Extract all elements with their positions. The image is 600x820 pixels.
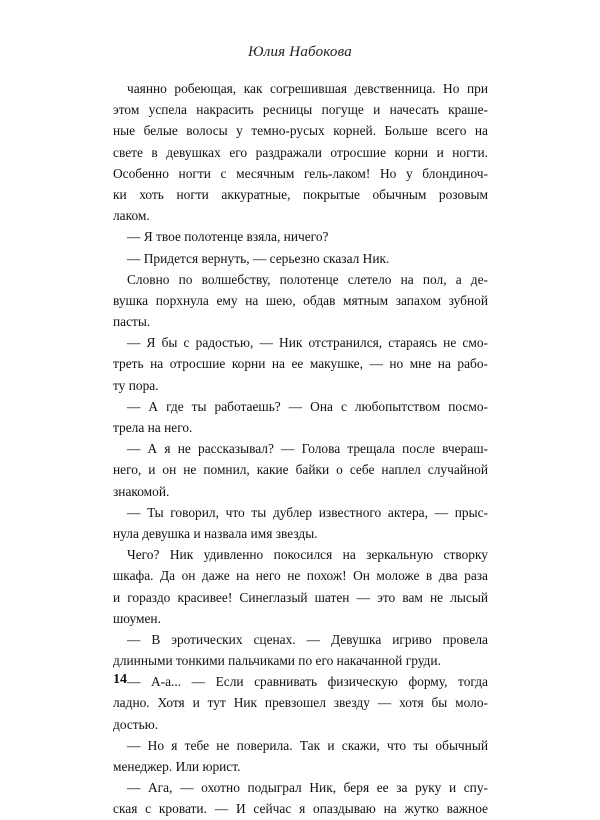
running-head-author: Юлия Набокова	[248, 44, 352, 60]
text-line: Чего? Ник удивленно покосился на зеркальную створку	[127, 547, 488, 563]
text-line: шкафа. Да он даже на него не похож! Он моложе в два раза	[113, 568, 488, 584]
text-line: ту пора.	[113, 377, 159, 393]
paragraph	[113, 78, 488, 226]
paragraph	[113, 248, 488, 269]
text-line: ская с кровати. — И сейчас я опаздываю на жутко важное	[113, 801, 488, 817]
text-line: и гораздо красивее! Синеглазый шатен — это вам не лысый	[113, 589, 488, 605]
text-line: чаянно робеющая, как согрешившая девственница. Но при	[127, 81, 488, 96]
text-line: ки хоть ногти аккуратные, покрытые обычным розовым	[113, 186, 488, 202]
text-line: — Я твое полотенце взяла, ничего?	[127, 229, 329, 245]
text-line: достью.	[113, 716, 159, 732]
text-line: свете в девушках его раздражали отросшие корни и ногти.	[113, 144, 488, 160]
text-line: — Ага, — охотно подыграл Ник, беря ее за руку и спу-	[127, 780, 488, 796]
text-line: Словно по волшебству, полотенце слетело на пол, а де-	[127, 271, 488, 287]
text-line: пасты.	[113, 314, 151, 330]
text-line: — А я не рассказывал? — Голова трещала после вчераш-	[127, 441, 488, 457]
text-line: нула девушка и назвала имя звезды.	[113, 525, 318, 541]
text-line: этом успела накрасить ресницы погуще и начесать краше-	[113, 102, 488, 118]
paragraph	[113, 502, 488, 544]
paragraph	[113, 629, 488, 671]
paragraph	[113, 438, 488, 502]
text-line: ладно. Хотя и тут Ник превзошел звезду — хотя бы моло-	[113, 695, 488, 711]
paragraph	[113, 735, 488, 777]
page-number: 14	[113, 672, 127, 687]
text-line: — А-а... — Если сравнивать физическую форму, тогда	[127, 674, 488, 690]
paragraph	[113, 332, 488, 396]
paragraph	[113, 396, 488, 438]
text-line: — Придется вернуть, — серьезно сказал Ник.	[127, 250, 390, 266]
body-text	[113, 78, 488, 820]
text-line: лаком.	[113, 208, 150, 224]
text-line: треть на отросшие корни на ее макушке, — но мне на рабо-	[113, 356, 488, 372]
text-line: — Но я тебе не поверила. Так и скажи, что ты обычный	[127, 737, 488, 753]
text-line: ные белые волосы у темно-русых корней. Больше всего на	[113, 123, 488, 139]
text-line: — В эротических сценах. — Девушка игриво провела	[127, 631, 488, 647]
text-line: — Я бы с радостью, — Ник отстранился, стараясь не смо-	[127, 335, 488, 351]
paragraph	[113, 269, 488, 333]
text-line: шоумен.	[113, 610, 161, 626]
text-line: длинными тонкими пальчиками по его накачанной груди.	[113, 653, 441, 669]
paragraph	[113, 777, 488, 819]
paragraph	[113, 226, 488, 247]
text-line: трела на него.	[113, 420, 193, 435]
text-line: менеджер. Или юрист.	[113, 759, 241, 774]
text-line: знакомой.	[113, 483, 170, 499]
text-line: — Ты говорил, что ты дублер известного актера, — прыс-	[127, 504, 488, 520]
text-line: вушка порхнула ему на шею, обдав мятным запахом зубной	[113, 292, 488, 308]
text-line: — А где ты работаешь? — Она с любопытством посмо-	[127, 398, 488, 414]
text-line: него, и он не помнил, какие байки о себе наплел случайной	[113, 462, 488, 478]
paragraph	[113, 544, 488, 629]
text-line: Особенно ногти с месячным гель-лаком! Но у блондиноч-	[113, 165, 488, 181]
paragraph	[113, 671, 488, 735]
